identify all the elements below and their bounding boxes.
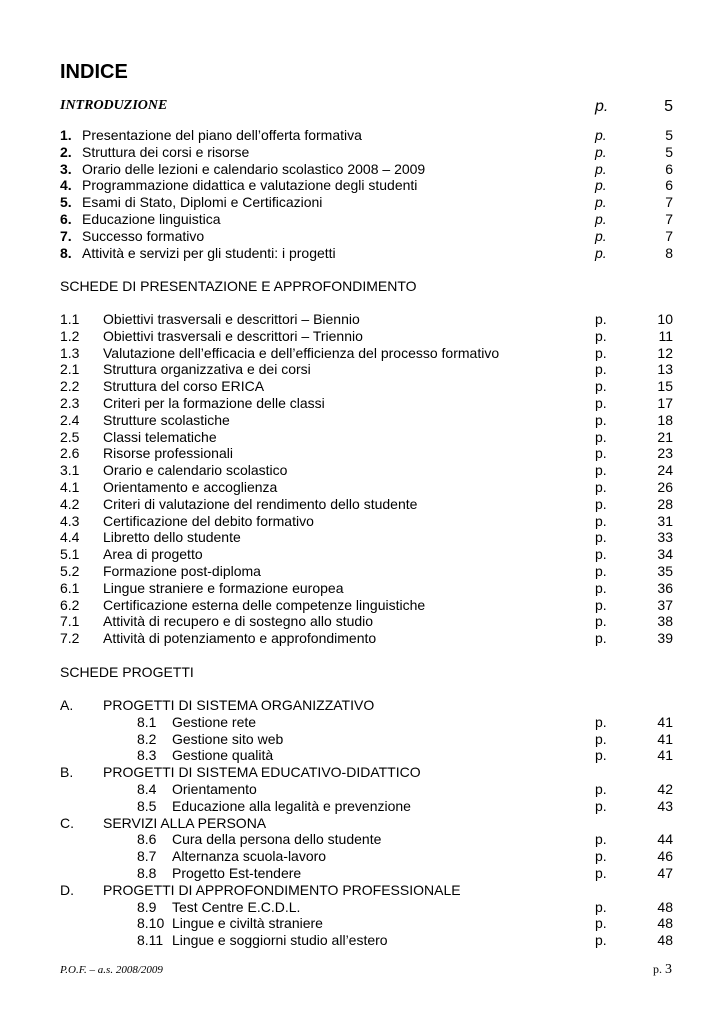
toc-entry[interactable] xyxy=(60,731,673,748)
page-number: 34 xyxy=(657,546,673,563)
toc-entry[interactable] xyxy=(60,714,673,731)
page-prefix: p. xyxy=(595,227,607,244)
page-number: 35 xyxy=(657,562,673,579)
toc-entry[interactable] xyxy=(60,144,673,161)
entry-title: Attività di recupero e di sostegno allo studio xyxy=(103,613,374,630)
entry-number: 2.3 xyxy=(60,394,80,411)
entry-number: 7.1 xyxy=(60,613,80,630)
entry-title: Strutture scolastiche xyxy=(103,411,230,428)
toc-entry[interactable] xyxy=(60,597,673,614)
page-prefix: p. xyxy=(595,160,607,177)
toc-entry[interactable] xyxy=(60,496,673,513)
entry-number: 1.2 xyxy=(60,327,80,344)
page-prefix: p. xyxy=(595,478,607,495)
entry-number: 8.5 xyxy=(137,797,157,814)
entry-title: Struttura dei corsi e risorse xyxy=(82,143,250,160)
page-number: 42 xyxy=(657,780,673,797)
page-number: 28 xyxy=(657,495,673,512)
page-prefix: p. xyxy=(595,596,607,613)
page-number: 7 xyxy=(665,227,673,244)
entry-number: 2.1 xyxy=(60,361,80,378)
entry-title: Criteri per la formazione delle classi xyxy=(103,394,325,411)
page-number: 24 xyxy=(657,462,673,479)
entry-number: 6.2 xyxy=(60,596,80,613)
toc-group-heading xyxy=(60,815,673,832)
entry-title: Educazione linguistica xyxy=(82,210,221,227)
entry-title: Progetto Est-tendere xyxy=(172,864,302,881)
page-number: 7 xyxy=(665,210,673,227)
entry-number: 6.1 xyxy=(60,579,80,596)
entry-title: PROGETTI DI APPROFONDIMENTO PROFESSIONALE xyxy=(103,881,461,898)
entry-title: Lingue e soggiorni studio all’estero xyxy=(172,932,388,949)
entry-title: Libretto dello studente xyxy=(103,529,241,546)
entry-number: 2.4 xyxy=(60,411,80,428)
page-number: 41 xyxy=(657,747,673,764)
entry-title: Orientamento xyxy=(172,780,257,797)
page-number: 37 xyxy=(657,596,673,613)
toc-entry[interactable] xyxy=(60,781,673,798)
toc-group-heading xyxy=(60,697,673,714)
page-number: 17 xyxy=(657,394,673,411)
entry-number: 8.6 xyxy=(137,831,157,848)
page-number: 33 xyxy=(657,529,673,546)
toc-group-heading xyxy=(60,764,673,781)
entry-number: 8.7 xyxy=(137,848,157,865)
toc-entry[interactable] xyxy=(60,177,673,194)
entry-number: 8.4 xyxy=(137,780,157,797)
toc-entry[interactable] xyxy=(60,445,673,462)
entry-title: Valutazione dell’efficacia e dell’efficienza del processo formativo xyxy=(103,344,500,361)
entry-title: Alternanza scuola-lavoro xyxy=(172,848,327,865)
entry-number: 4.1 xyxy=(60,478,80,495)
progetti-heading: SCHEDE PROGETTI xyxy=(60,664,194,680)
page-prefix: p. xyxy=(595,713,607,730)
toc-entry[interactable] xyxy=(60,513,673,530)
toc-group-heading xyxy=(60,882,673,899)
entry-title: Classi telematiche xyxy=(103,428,217,445)
page-prefix: p. xyxy=(595,630,607,647)
schede-heading: SCHEDE DI PRESENTAZIONE E APPROFONDIMENTO xyxy=(60,278,417,294)
toc-main-list xyxy=(60,127,673,261)
toc-entry[interactable] xyxy=(60,462,673,479)
toc-entry[interactable] xyxy=(60,899,673,916)
page-number: 47 xyxy=(657,864,673,881)
page-number: 15 xyxy=(657,378,673,395)
page-prefix: p. xyxy=(595,831,607,848)
entry-number: A. xyxy=(60,697,74,713)
entry-number: 7. xyxy=(60,227,72,244)
entry-title: Gestione rete xyxy=(172,713,257,730)
toc-entry[interactable] xyxy=(60,412,673,429)
page-prefix: p. xyxy=(595,445,607,462)
page-number: 12 xyxy=(657,344,673,361)
toc-entry[interactable] xyxy=(60,194,673,211)
page-prefix: p. xyxy=(595,98,609,115)
page-prefix: p. xyxy=(595,529,607,546)
entry-title: Certificazione esterna delle competenze linguistiche xyxy=(103,596,426,613)
entry-title: PROGETTI DI SISTEMA EDUCATIVO-DIDATTICO xyxy=(103,764,421,781)
toc-entry[interactable] xyxy=(60,798,673,815)
page-prefix: p. xyxy=(595,797,607,814)
toc-entry[interactable] xyxy=(60,848,673,865)
entry-title: Criteri di valutazione del rendimento dello studente xyxy=(103,495,418,512)
toc-entry[interactable] xyxy=(60,378,673,395)
toc-entry[interactable] xyxy=(60,211,673,228)
entry-title: Programmazione didattica e valutazione degli studenti xyxy=(82,177,418,194)
toc-entry[interactable] xyxy=(60,311,673,328)
page-prefix: p. xyxy=(595,462,607,479)
entry-title: Esami di Stato, Diplomi e Certificazioni xyxy=(82,194,323,211)
page-number: 13 xyxy=(657,361,673,378)
page-prefix: p. xyxy=(595,177,607,194)
entry-title: Area di progetto xyxy=(103,546,203,563)
toc-entry[interactable] xyxy=(60,345,673,362)
page-prefix: p. xyxy=(595,898,607,915)
entry-title: Struttura del corso ERICA xyxy=(103,378,265,395)
entry-title: Gestione qualità xyxy=(172,747,274,764)
entry-title: Orientamento e accoglienza xyxy=(103,478,278,495)
entry-number: 8.8 xyxy=(137,864,157,881)
entry-number: B. xyxy=(60,764,74,781)
entry-title: Cura della persona dello studente xyxy=(172,831,382,848)
page-number: 6 xyxy=(665,160,673,177)
footer-page-prefix: p. xyxy=(653,962,662,976)
page-number: 39 xyxy=(657,630,673,647)
entry-title: Test Centre E.C.D.L. xyxy=(172,898,301,915)
page-number: 23 xyxy=(657,445,673,462)
page-prefix: p. xyxy=(595,127,607,143)
page-number: 48 xyxy=(657,898,673,915)
page-prefix: p. xyxy=(595,546,607,563)
page-prefix: p. xyxy=(595,747,607,764)
toc-entry[interactable] xyxy=(60,932,673,949)
page-number: 5 xyxy=(665,143,673,160)
page-number: 8 xyxy=(665,244,673,261)
page-number: 11 xyxy=(658,327,673,344)
toc-entry[interactable] xyxy=(60,546,673,563)
toc-entry[interactable] xyxy=(60,529,673,546)
entry-number: 5.1 xyxy=(60,546,80,563)
entry-number: 8.11 xyxy=(137,932,164,949)
page-prefix: p. xyxy=(595,780,607,797)
entry-number: 5. xyxy=(60,194,72,211)
page-prefix: p. xyxy=(595,579,607,596)
entry-number: 2.6 xyxy=(60,445,80,462)
toc-entry[interactable] xyxy=(60,245,673,262)
page-prefix: p. xyxy=(595,428,607,445)
toc-entry[interactable] xyxy=(60,613,673,630)
entry-title: SERVIZI ALLA PERSONA xyxy=(103,814,267,831)
page-number: 46 xyxy=(657,848,673,865)
page-prefix: p. xyxy=(595,495,607,512)
toc-entry[interactable] xyxy=(60,580,673,597)
page-number: 5 xyxy=(665,127,673,143)
entry-title: Presentazione del piano dell’offerta formativa xyxy=(82,127,362,143)
page-number: 6 xyxy=(665,177,673,194)
entry-number: 3.1 xyxy=(60,462,80,479)
toc-entry[interactable] xyxy=(60,563,673,580)
entry-title: Educazione alla legalità e prevenzione xyxy=(172,797,411,814)
entry-title: Lingue straniere e formazione europea xyxy=(103,579,344,596)
footer-page-number: 3 xyxy=(665,962,672,977)
page-number: 48 xyxy=(657,915,673,932)
page-number: 38 xyxy=(657,613,673,630)
page-number: 41 xyxy=(657,713,673,730)
page-prefix: p. xyxy=(595,327,607,344)
entry-title: Obiettivi trasversali e descrittori – Biennio xyxy=(103,311,360,327)
entry-number: 8.2 xyxy=(137,730,157,747)
page-prefix: p. xyxy=(595,378,607,395)
entry-title: Orario delle lezioni e calendario scolastico 2008 – 2009 xyxy=(82,160,426,177)
page-prefix: p. xyxy=(595,194,607,211)
page-number: 26 xyxy=(657,478,673,495)
entry-title: Formazione post-diploma xyxy=(103,562,261,579)
toc-entry[interactable] xyxy=(60,915,673,932)
page-prefix: p. xyxy=(595,864,607,881)
page-number: 31 xyxy=(657,512,673,529)
entry-title: Successo formativo xyxy=(82,227,205,244)
entry-number: 4. xyxy=(60,177,72,194)
page-number: 43 xyxy=(657,797,673,814)
entry-title: Gestione sito web xyxy=(172,730,284,747)
page-prefix: p. xyxy=(595,411,607,428)
page-prefix: p. xyxy=(595,361,607,378)
page-prefix: p. xyxy=(595,848,607,865)
page-prefix: p. xyxy=(595,344,607,361)
page-prefix: p. xyxy=(595,562,607,579)
page-prefix: p. xyxy=(595,394,607,411)
page-prefix: p. xyxy=(595,311,607,327)
entry-number: 4.2 xyxy=(60,495,80,512)
entry-number: 2.2 xyxy=(60,378,80,395)
page-title: INDICE xyxy=(60,61,128,83)
intro-label: INTRODUZIONE xyxy=(60,98,168,113)
toc-entry[interactable] xyxy=(60,228,673,245)
entry-title: Struttura organizzativa e dei corsi xyxy=(103,361,311,378)
toc-intro-row[interactable] xyxy=(60,98,673,116)
toc-entry[interactable] xyxy=(60,479,673,496)
entry-number: 6. xyxy=(60,210,72,227)
entry-title: Obiettivi trasversali e descrittori – Triennio xyxy=(103,327,363,344)
entry-title: Risorse professionali xyxy=(103,445,233,462)
page-number: 10 xyxy=(657,311,673,327)
page-number: 36 xyxy=(657,579,673,596)
page-prefix: p. xyxy=(595,613,607,630)
entry-number: 1.1 xyxy=(60,311,80,327)
page-prefix: p. xyxy=(595,143,607,160)
toc-schede-list xyxy=(60,311,673,647)
page-number: 5 xyxy=(664,98,673,115)
entry-number: 2.5 xyxy=(60,428,80,445)
toc-entry[interactable] xyxy=(60,630,673,647)
page-number: 41 xyxy=(657,730,673,747)
entry-number: 8.3 xyxy=(137,747,157,764)
entry-number: 5.2 xyxy=(60,562,80,579)
entry-number: 3. xyxy=(60,160,72,177)
entry-number: 2. xyxy=(60,143,72,160)
entry-number: C. xyxy=(60,814,74,831)
entry-number: 8.10 xyxy=(137,915,165,932)
toc-entry[interactable] xyxy=(60,361,673,378)
page-number: 21 xyxy=(657,428,673,445)
entry-title: PROGETTI DI SISTEMA ORGANIZZATIVO xyxy=(103,697,375,713)
toc-entry[interactable] xyxy=(60,161,673,178)
footer-page xyxy=(653,962,672,978)
page-number: 18 xyxy=(657,411,673,428)
toc-progetti-list xyxy=(60,697,673,949)
entry-number: D. xyxy=(60,881,74,898)
entry-number: 4.3 xyxy=(60,512,80,529)
page-prefix: p. xyxy=(595,932,607,949)
footer-doc-label: P.O.F. – a.s. 2008/2009 xyxy=(60,964,163,976)
toc-entry[interactable] xyxy=(60,429,673,446)
toc-entry[interactable] xyxy=(60,127,673,144)
entry-title: Attività di potenziamento e approfondimento xyxy=(103,630,377,647)
page-number: 44 xyxy=(657,831,673,848)
entry-title: Attività e servizi per gli studenti: i progetti xyxy=(82,244,336,261)
entry-title: Orario e calendario scolastico xyxy=(103,462,288,479)
toc-entry[interactable] xyxy=(60,747,673,764)
entry-number: 4.4 xyxy=(60,529,80,546)
entry-number: 8.1 xyxy=(137,713,157,730)
entry-number: 1. xyxy=(60,127,72,143)
entry-number: 7.2 xyxy=(60,630,80,647)
entry-title: Certificazione del debito formativo xyxy=(103,512,314,529)
entry-number: 1.3 xyxy=(60,344,80,361)
toc-entry[interactable] xyxy=(60,831,673,848)
toc-entry[interactable] xyxy=(60,395,673,412)
page-number: 7 xyxy=(665,194,673,211)
toc-entry[interactable] xyxy=(60,328,673,345)
entry-title: Lingue e civiltà straniere xyxy=(172,915,323,932)
page-prefix: p. xyxy=(595,244,607,261)
entry-number: 8.9 xyxy=(137,898,157,915)
toc-entry[interactable] xyxy=(60,865,673,882)
page-prefix: p. xyxy=(595,915,607,932)
page-prefix: p. xyxy=(595,730,607,747)
entry-number: 8. xyxy=(60,244,72,261)
page-prefix: p. xyxy=(595,512,607,529)
page-prefix: p. xyxy=(595,210,607,227)
page-number: 48 xyxy=(657,932,673,949)
